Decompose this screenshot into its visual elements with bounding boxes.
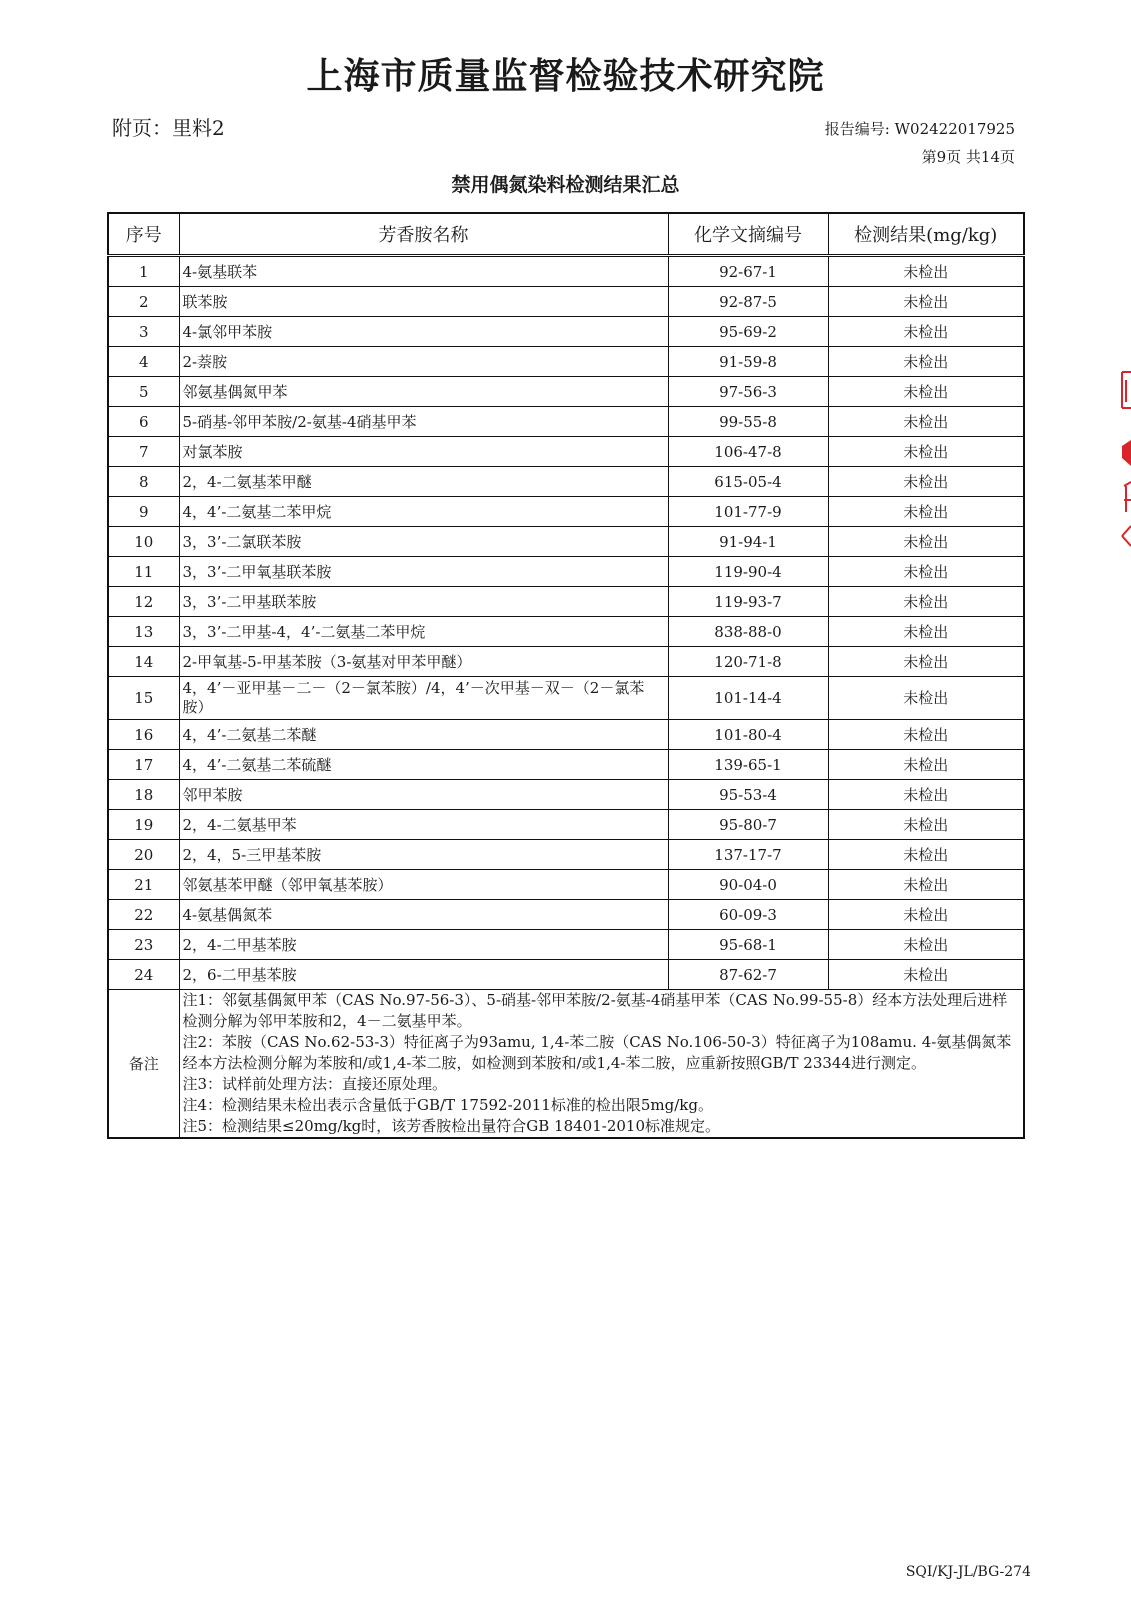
cell-cas: 137-17-7 [668,840,828,870]
cell-cas: 106-47-8 [668,437,828,467]
cell-no: 16 [108,720,179,750]
cell-result: 未检出 [828,960,1024,990]
cell-name: 3，3’-二甲氧基联苯胺 [179,557,668,587]
cell-no: 4 [108,347,179,377]
cell-no: 17 [108,750,179,780]
cell-cas: 95-69-2 [668,317,828,347]
table-row [108,377,1024,407]
cell-result: 未检出 [828,437,1024,467]
cell-cas: 99-55-8 [668,407,828,437]
cell-name: 4，4’－亚甲基－二－（2－氯苯胺）/4，4’－次甲基－双－（2－氯苯胺） [179,677,668,720]
cell-name: 4-氯邻甲苯胺 [179,317,668,347]
table-row [108,960,1024,990]
cell-name: 对氯苯胺 [179,437,668,467]
cell-name: 2，6-二甲基苯胺 [179,960,668,990]
cell-cas: 60-09-3 [668,900,828,930]
cell-cas: 119-90-4 [668,557,828,587]
cell-name: 2-甲氧基-5-甲基苯胺（3-氨基对甲苯甲醚） [179,647,668,677]
cell-result: 未检出 [828,497,1024,527]
cell-cas: 120-71-8 [668,647,828,677]
cell-cas: 90-04-0 [668,870,828,900]
cell-name: 联苯胺 [179,287,668,317]
red-seal-fragment [1100,360,1131,550]
table-row [108,527,1024,557]
cell-no: 24 [108,960,179,990]
cell-cas: 95-53-4 [668,780,828,810]
note-1: 注1：邻氨基偶氮甲苯（CAS No.97-56-3）、5-硝基-邻甲苯胺/2-氨基-4硝基甲苯（CAS No.99-55-8）经本方法处理后进样检测分解为邻甲苯胺和2，4－二氨基甲苯。 [182,991,1008,1030]
cell-cas: 97-56-3 [668,377,828,407]
cell-result: 未检出 [828,840,1024,870]
table-row [108,780,1024,810]
column-header-cas: 化学文摘编号 [668,213,828,256]
cell-cas: 101-77-9 [668,497,828,527]
table-row [108,840,1024,870]
institute-title: 上海市质量监督检验技术研究院 [306,56,825,97]
cell-name: 4-氨基联苯 [179,256,668,287]
table-row [108,256,1024,287]
cell-result: 未检出 [828,870,1024,900]
cell-name: 4-氨基偶氮苯 [179,900,668,930]
note-4: 注4：检测结果未检出表示含量低于GB/T 17592-2011标准的检出限5mg/kg。 [182,1096,713,1114]
cell-no: 2 [108,287,179,317]
table-row [108,467,1024,497]
cell-no: 5 [108,377,179,407]
cell-cas: 101-80-4 [668,720,828,750]
cell-cas: 91-59-8 [668,347,828,377]
cell-cas: 92-87-5 [668,287,828,317]
column-header-name: 芳香胺名称 [179,213,668,256]
cell-name: 4，4’-二氨基二苯硫醚 [179,750,668,780]
cell-result: 未检出 [828,256,1024,287]
cell-result: 未检出 [828,930,1024,960]
table-header-row [108,213,1024,256]
cell-cas: 87-62-7 [668,960,828,990]
cell-result: 未检出 [828,750,1024,780]
cell-result: 未检出 [828,587,1024,617]
cell-no: 6 [108,407,179,437]
note-2: 注2：苯胺（CAS No.62-53-3）特征离子为93amu, 1,4-苯二胺（CAS No.106-50-3）特征离子为108amu. 4-氨基偶氮苯经本方法检测分解为苯胺和/或1,4-苯二胺，如检测到苯胺和/或1,4-苯二胺，应重新按照GB/T 23344进行测定。 [182,1033,1012,1072]
table-row [108,347,1024,377]
report-number: 报告编号: W02422017925 [824,120,1015,138]
table-row [108,287,1024,317]
cell-result: 未检出 [828,557,1024,587]
cell-name: 3，3’-二甲基联苯胺 [179,587,668,617]
table-row [108,617,1024,647]
table-row [108,677,1024,720]
cell-cas: 91-94-1 [668,527,828,557]
table-row [108,407,1024,437]
cell-no: 9 [108,497,179,527]
cell-no: 21 [108,870,179,900]
cell-name: 4，4’-二氨基二苯甲烷 [179,497,668,527]
cell-no: 20 [108,840,179,870]
table-row [108,497,1024,527]
cell-result: 未检出 [828,617,1024,647]
cell-no: 19 [108,810,179,840]
cell-no: 7 [108,437,179,467]
cell-name: 邻氨基偶氮甲苯 [179,377,668,407]
cell-result: 未检出 [828,347,1024,377]
cell-no: 10 [108,527,179,557]
cell-no: 18 [108,780,179,810]
note-3: 注3：试样前处理方法：直接还原处理。 [182,1075,448,1093]
table-row [108,647,1024,677]
form-code: SQI/KJ-JL/BG-274 [905,1564,1031,1580]
cell-result: 未检出 [828,407,1024,437]
cell-name: 5-硝基-邻甲苯胺/2-氨基-4硝基甲苯 [179,407,668,437]
cell-name: 邻甲苯胺 [179,780,668,810]
table-row [108,930,1024,960]
table-row [108,557,1024,587]
cell-cas: 92-67-1 [668,256,828,287]
table-row [108,870,1024,900]
cell-result: 未检出 [828,780,1024,810]
cell-result: 未检出 [828,810,1024,840]
cell-name: 3，3’-二甲基-4，4’-二氨基二苯甲烷 [179,617,668,647]
page-indicator: 第9页 共14页 [921,148,1015,166]
cell-no: 3 [108,317,179,347]
table-title: 禁用偶氮染料检测结果汇总 [451,174,680,196]
table-row [108,720,1024,750]
table-row [108,587,1024,617]
cell-no: 1 [108,256,179,287]
cell-result: 未检出 [828,900,1024,930]
results-table [107,212,1025,1139]
cell-name: 2，4-二氨基苯甲醚 [179,467,668,497]
column-header-no: 序号 [108,213,179,256]
cell-name: 2，4-二氨基甲苯 [179,810,668,840]
notes-body [179,990,1024,1139]
cell-cas: 615-05-4 [668,467,828,497]
cell-result: 未检出 [828,287,1024,317]
table-row [108,900,1024,930]
table-row [108,750,1024,780]
cell-result: 未检出 [828,467,1024,497]
cell-name: 2，4，5-三甲基苯胺 [179,840,668,870]
notes-label: 备注 [108,990,179,1139]
cell-name: 4，4’-二氨基二苯醚 [179,720,668,750]
cell-name: 邻氨基苯甲醚（邻甲氧基苯胺） [179,870,668,900]
cell-result: 未检出 [828,317,1024,347]
cell-no: 13 [108,617,179,647]
notes-row [108,990,1024,1139]
subpage-label: 附页：里料2 [112,116,225,140]
cell-result: 未检出 [828,377,1024,407]
cell-result: 未检出 [828,527,1024,557]
cell-result: 未检出 [828,677,1024,720]
cell-cas: 101-14-4 [668,677,828,720]
note-5: 注5：检测结果≤20mg/kg时，该芳香胺检出量符合GB 18401-2010标准规定。 [182,1117,721,1135]
cell-no: 15 [108,677,179,720]
cell-no: 22 [108,900,179,930]
table-row [108,317,1024,347]
cell-no: 12 [108,587,179,617]
cell-cas: 119-93-7 [668,587,828,617]
table-row [108,437,1024,467]
cell-cas: 838-88-0 [668,617,828,647]
cell-no: 8 [108,467,179,497]
cell-name: 2，4-二甲基苯胺 [179,930,668,960]
cell-name: 3，3’-二氯联苯胺 [179,527,668,557]
cell-no: 23 [108,930,179,960]
cell-result: 未检出 [828,647,1024,677]
table-row [108,810,1024,840]
cell-cas: 139-65-1 [668,750,828,780]
cell-result: 未检出 [828,720,1024,750]
cell-cas: 95-68-1 [668,930,828,960]
column-header-result: 检测结果(mg/kg) [828,213,1024,256]
cell-no: 11 [108,557,179,587]
cell-name: 2-萘胺 [179,347,668,377]
cell-cas: 95-80-7 [668,810,828,840]
cell-no: 14 [108,647,179,677]
